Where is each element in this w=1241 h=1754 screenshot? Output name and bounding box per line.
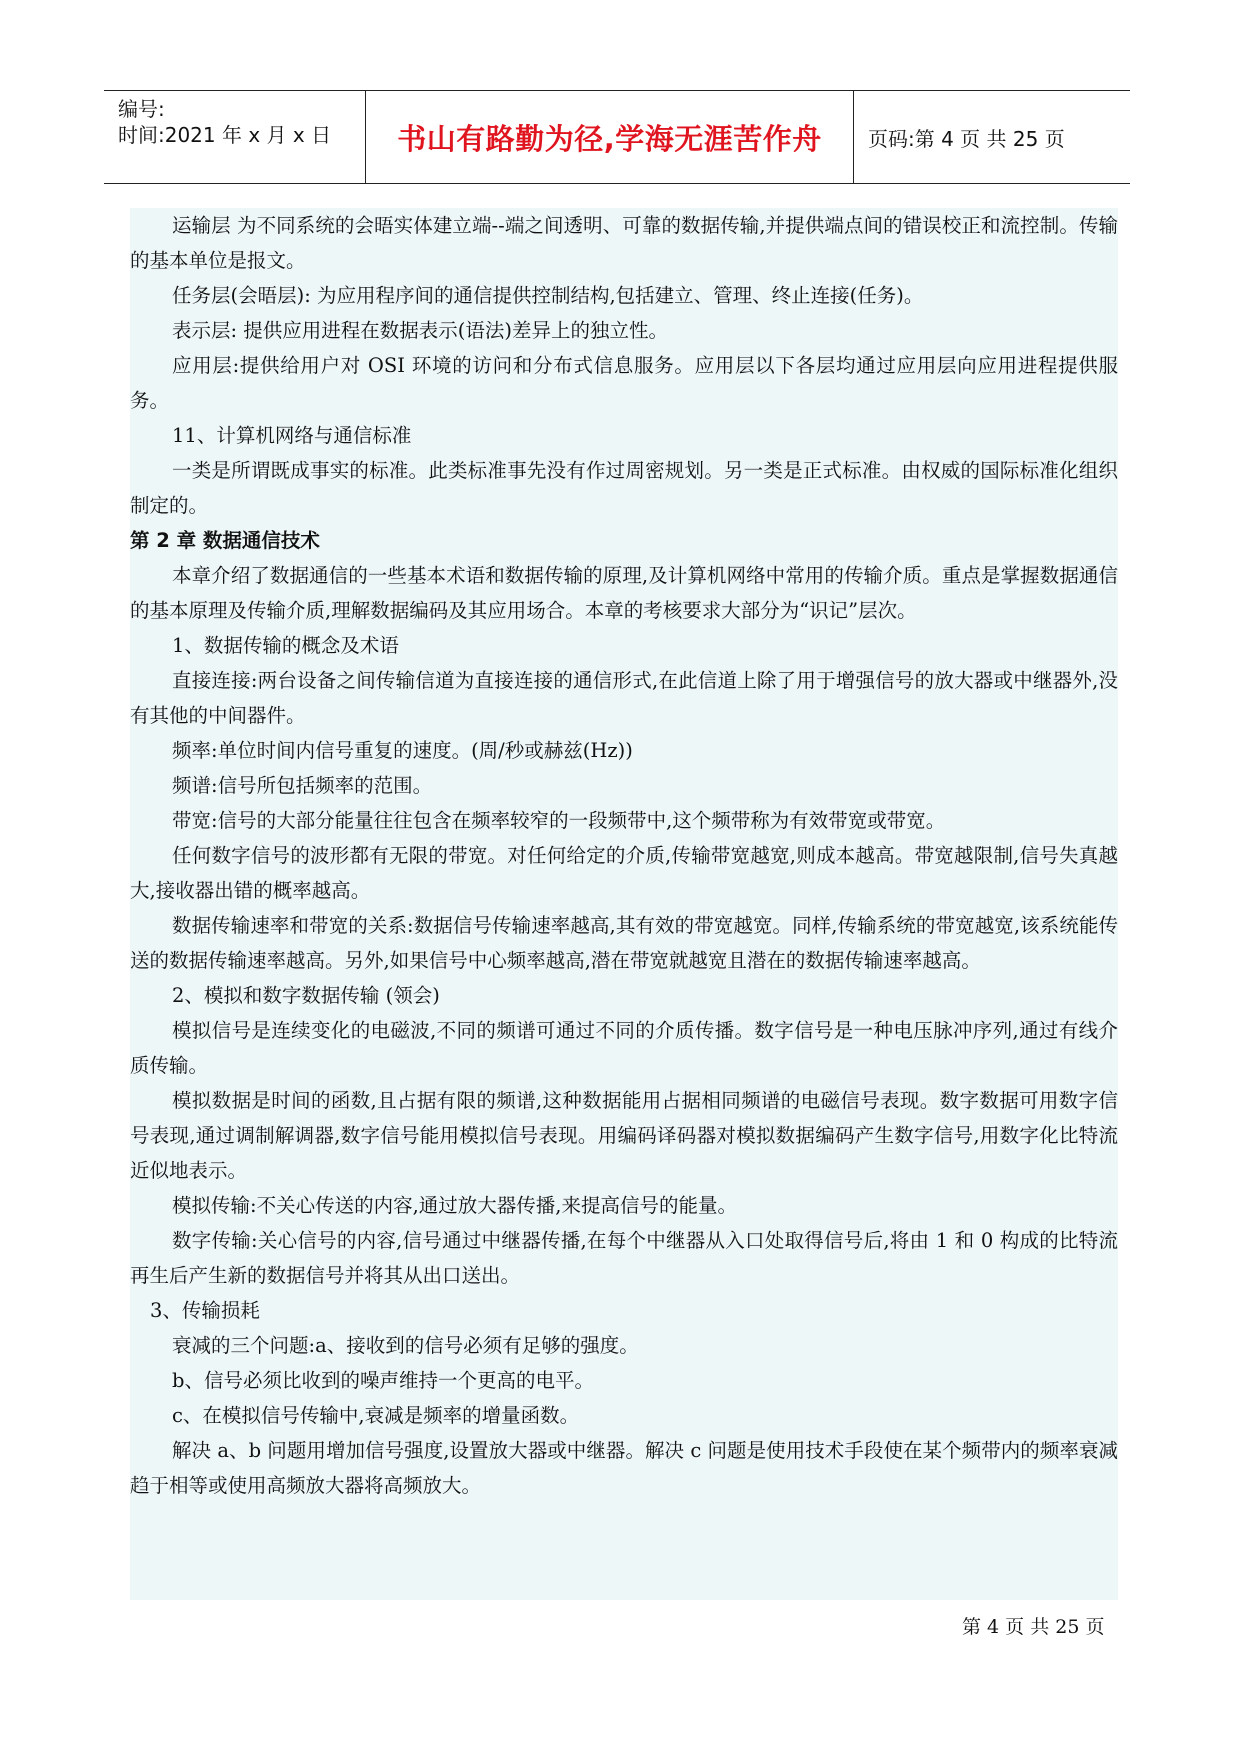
header-motto: 书山有路勤为径,学海无涯苦作舟 — [397, 121, 822, 156]
paragraph: 衰减的三个问题:a、接收到的信号必须有足够的强度。 — [172, 1334, 639, 1357]
paragraph: 运输层 为不同系统的会晤实体建立端--端之间透明、可靠的数据传输,并提供端点间的错误校正和流控制。传输的基本单位是报文。 — [130, 214, 1118, 272]
paragraph: 数据传输速率和带宽的关系:数据信号传输速率越高,其有效的带宽越宽。同样,传输系统的带宽越宽,该系统能传送的数据传输速率越高。另外,如果信号中心频率越高,潜在带宽就越宽且潜在的数据传输速率越高。 — [130, 914, 1118, 972]
page-footer: 第 4 页 共 25 页 — [962, 1616, 1105, 1638]
header-middle-cell — [366, 91, 854, 183]
paragraph: 任何数字信号的波形都有无限的带宽。对任何给定的介质,传输带宽越宽,则成本越高。带宽越限制,信号失真越大,接收器出错的概率越高。 — [130, 844, 1118, 902]
paragraph: 频谱:信号所包括频率的范围。 — [172, 774, 433, 797]
paragraph: 直接连接:两台设备之间传输信道为直接连接的通信形式,在此信道上除了用于增强信号的放大器或中继器外,没有其他的中间器件。 — [130, 669, 1118, 727]
document-body — [130, 208, 1118, 1600]
paragraph: c、在模拟信号传输中,衰减是频率的增量函数。 — [172, 1404, 580, 1427]
chapter-heading: 第 2 章 数据通信技术 — [130, 529, 320, 552]
section-title: 11、计算机网络与通信标准 — [172, 424, 412, 447]
paragraph: 表示层: 提供应用进程在数据表示(语法)差异上的独立性。 — [172, 319, 668, 342]
paragraph: 应用层:提供给用户对 OSI 环境的访问和分布式信息服务。应用层以下各层均通过应用层向应用进程提供服务。 — [130, 354, 1118, 412]
document-number-label: 编号: — [118, 97, 165, 121]
header-right-cell — [854, 91, 1130, 183]
page-header — [104, 90, 1130, 184]
document-time-label: 时间:2021 年 x 月 x 日 — [118, 123, 332, 147]
section-title: 2、模拟和数字数据传输 (领会) — [172, 984, 440, 1007]
section-title: 3、传输损耗 — [150, 1299, 260, 1322]
paragraph: 带宽:信号的大部分能量往往包含在频率较窄的一段频带中,这个频带称为有效带宽或带宽。 — [172, 809, 946, 832]
paragraph: 模拟数据是时间的函数,且占据有限的频谱,这种数据能用占据相同频谱的电磁信号表现。数字数据可用数字信号表现,通过调制解调器,数字信号能用模拟信号表现。用编码译码器对模拟数据编码产生数字信号,用数字化比特流近似地表示。 — [130, 1089, 1118, 1182]
header-page-info: 页码:第 4 页 共 25 页 — [868, 126, 1065, 151]
paragraph: 任务层(会晤层): 为应用程序间的通信提供控制结构,包括建立、管理、终止连接(任务)。 — [172, 284, 924, 307]
paragraph: 频率:单位时间内信号重复的速度。(周/秒或赫兹(Hz)) — [172, 739, 633, 762]
paragraph: 模拟传输:不关心传送的内容,通过放大器传播,来提高信号的能量。 — [172, 1194, 737, 1217]
paragraph: 解决 a、b 问题用增加信号强度,设置放大器或中继器。解决 c 问题是使用技术手段使在某个频带内的频率衰减趋于相等或使用高频放大器将高频放大。 — [130, 1439, 1118, 1497]
header-left-cell — [104, 91, 366, 183]
paragraph: b、信号必须比收到的噪声维持一个更高的电平。 — [172, 1369, 594, 1392]
section-title: 1、数据传输的概念及术语 — [172, 634, 399, 657]
paragraph: 本章介绍了数据通信的一些基本术语和数据传输的原理,及计算机网络中常用的传输介质。重点是掌握数据通信的基本原理及传输介质,理解数据编码及其应用场合。本章的考核要求大部分为“识记”层次。 — [130, 564, 1118, 622]
paragraph: 一类是所谓既成事实的标准。此类标准事先没有作过周密规划。另一类是正式标准。由权威的国际标准化组织制定的。 — [130, 459, 1118, 517]
paragraph: 模拟信号是连续变化的电磁波,不同的频谱可通过不同的介质传播。数字信号是一种电压脉冲序列,通过有线介质传输。 — [130, 1019, 1118, 1077]
paragraph: 数字传输:关心信号的内容,信号通过中继器传播,在每个中继器从入口处取得信号后,将由 1 和 0 构成的比特流再生后产生新的数据信号并将其从出口送出。 — [130, 1229, 1118, 1287]
